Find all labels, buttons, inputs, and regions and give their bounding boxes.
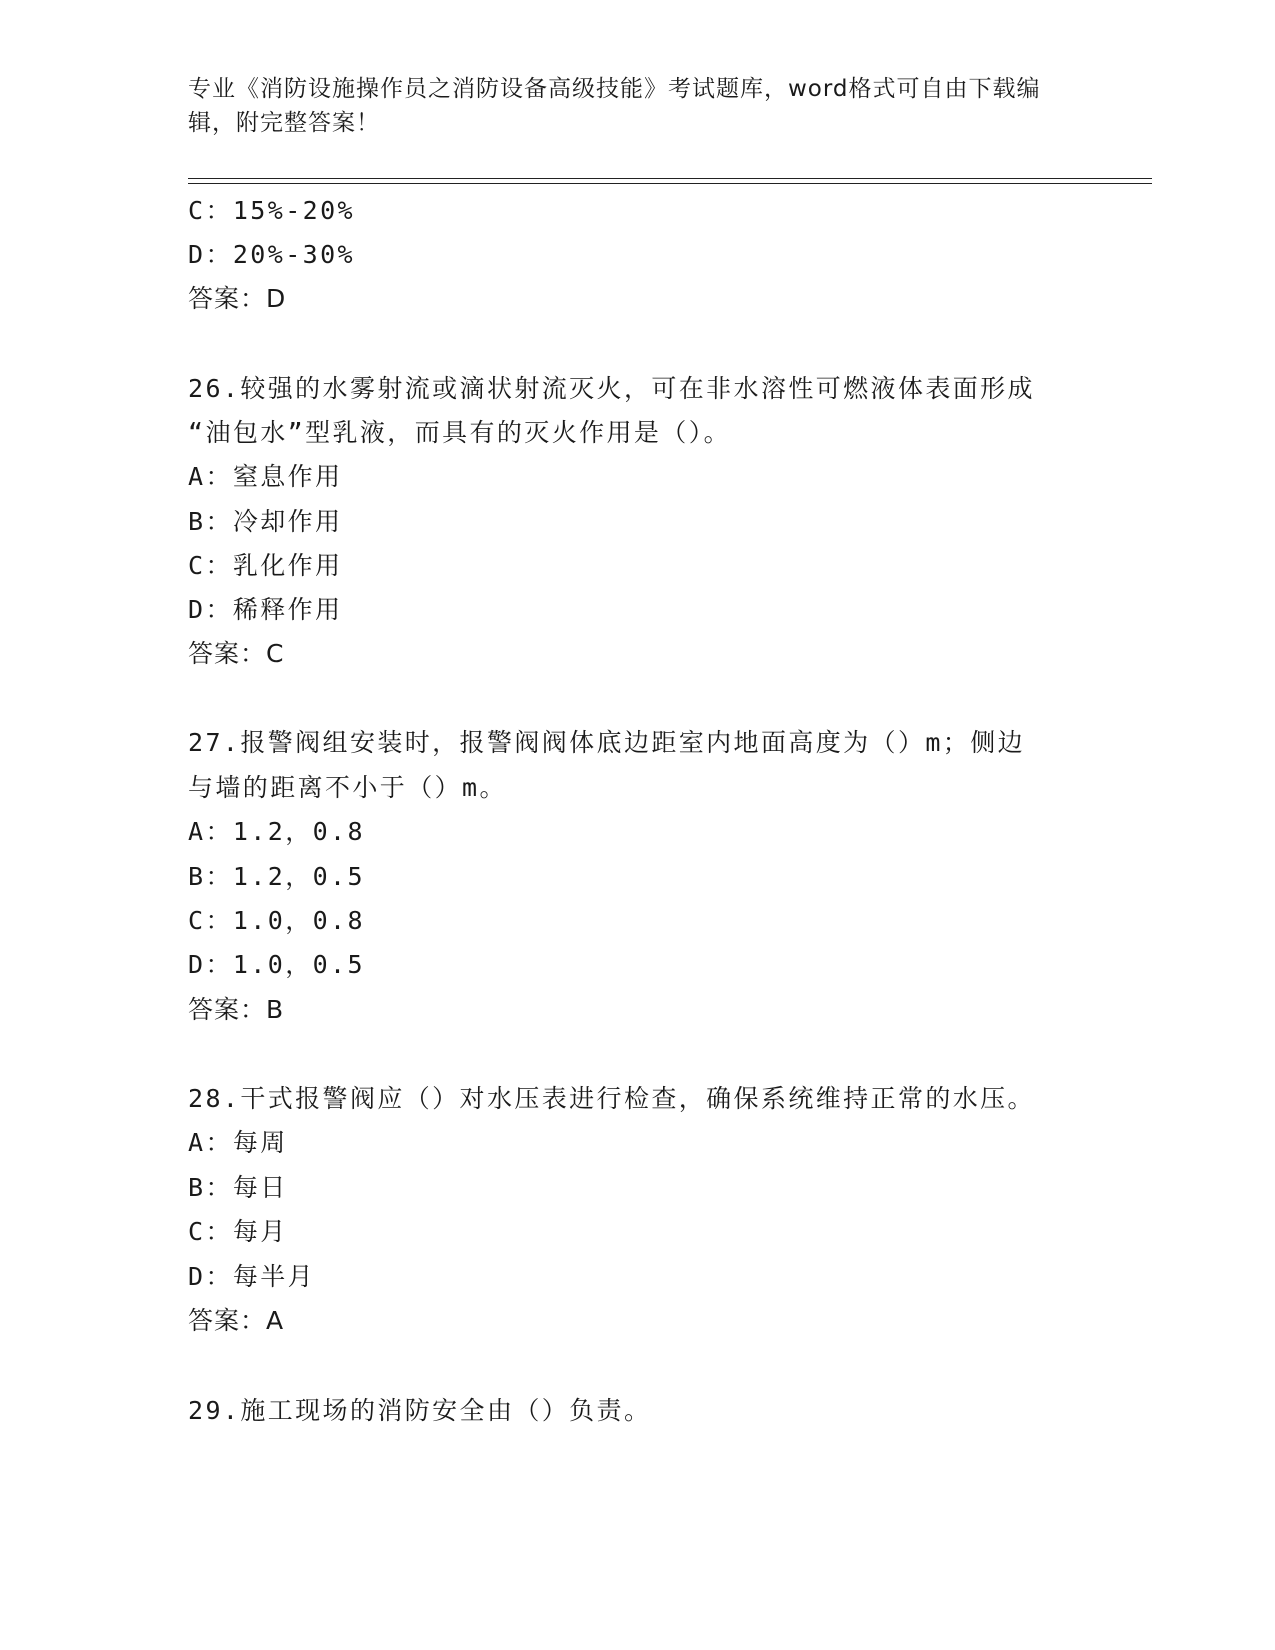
q26-option-b: B：冷却作用 bbox=[188, 507, 343, 536]
q26-option-a: A：窒息作用 bbox=[188, 462, 343, 491]
q28-stem-line-1: 28.干式报警阀应（）对水压表进行检查，确保系统维持正常的水压。 bbox=[188, 1084, 1035, 1113]
q25-option-c: C：15%-20% bbox=[188, 196, 356, 225]
q27-stem-line-1: 27.报警阀组安装时，报警阀阀体底边距室内地面高度为（）m；侧边 bbox=[188, 728, 1026, 757]
q25-answer: 答案：D bbox=[188, 284, 287, 313]
q26-stem-line-1: 26.较强的水雾射流或滴状射流灭火，可在非水溶性可燃液体表面形成 bbox=[188, 374, 1035, 403]
q28-option-a: A：每周 bbox=[188, 1128, 288, 1157]
q27-option-c: C：1.0，0.8 bbox=[188, 906, 365, 935]
q27-answer: 答案：B bbox=[188, 995, 285, 1024]
q27-option-a: A：1.2，0.8 bbox=[188, 817, 365, 846]
q25-option-d: D：20%-30% bbox=[188, 240, 356, 269]
document-header bbox=[188, 72, 1088, 140]
q26-option-c: C：乳化作用 bbox=[188, 551, 343, 580]
q26-option-d: D：稀释作用 bbox=[188, 595, 343, 624]
q29-stem-line-1: 29.施工现场的消防安全由（）负责。 bbox=[188, 1396, 652, 1425]
header-line-1: 专业《消防设施操作员之消防设备高级技能》考试题库，word格式可自由下载编 bbox=[188, 76, 1041, 102]
header-divider-top bbox=[188, 178, 1152, 179]
q28-option-c: C：每月 bbox=[188, 1217, 288, 1246]
q27-stem-line-2: 与墙的距离不小于（）m。 bbox=[188, 773, 507, 802]
header-divider-bottom bbox=[188, 183, 1152, 184]
q27-option-b: B：1.2，0.5 bbox=[188, 862, 365, 891]
header-line-2: 辑，附完整答案！ bbox=[188, 110, 380, 136]
q28-answer: 答案：A bbox=[188, 1306, 285, 1335]
q26-stem-line-2: “油包水”型乳液，而具有的灭火作用是（）。 bbox=[188, 418, 732, 447]
q27-option-d: D：1.0，0.5 bbox=[188, 950, 365, 979]
q26-answer: 答案：C bbox=[188, 639, 285, 668]
q28-option-b: B：每日 bbox=[188, 1173, 288, 1202]
q28-option-d: D：每半月 bbox=[188, 1262, 316, 1291]
